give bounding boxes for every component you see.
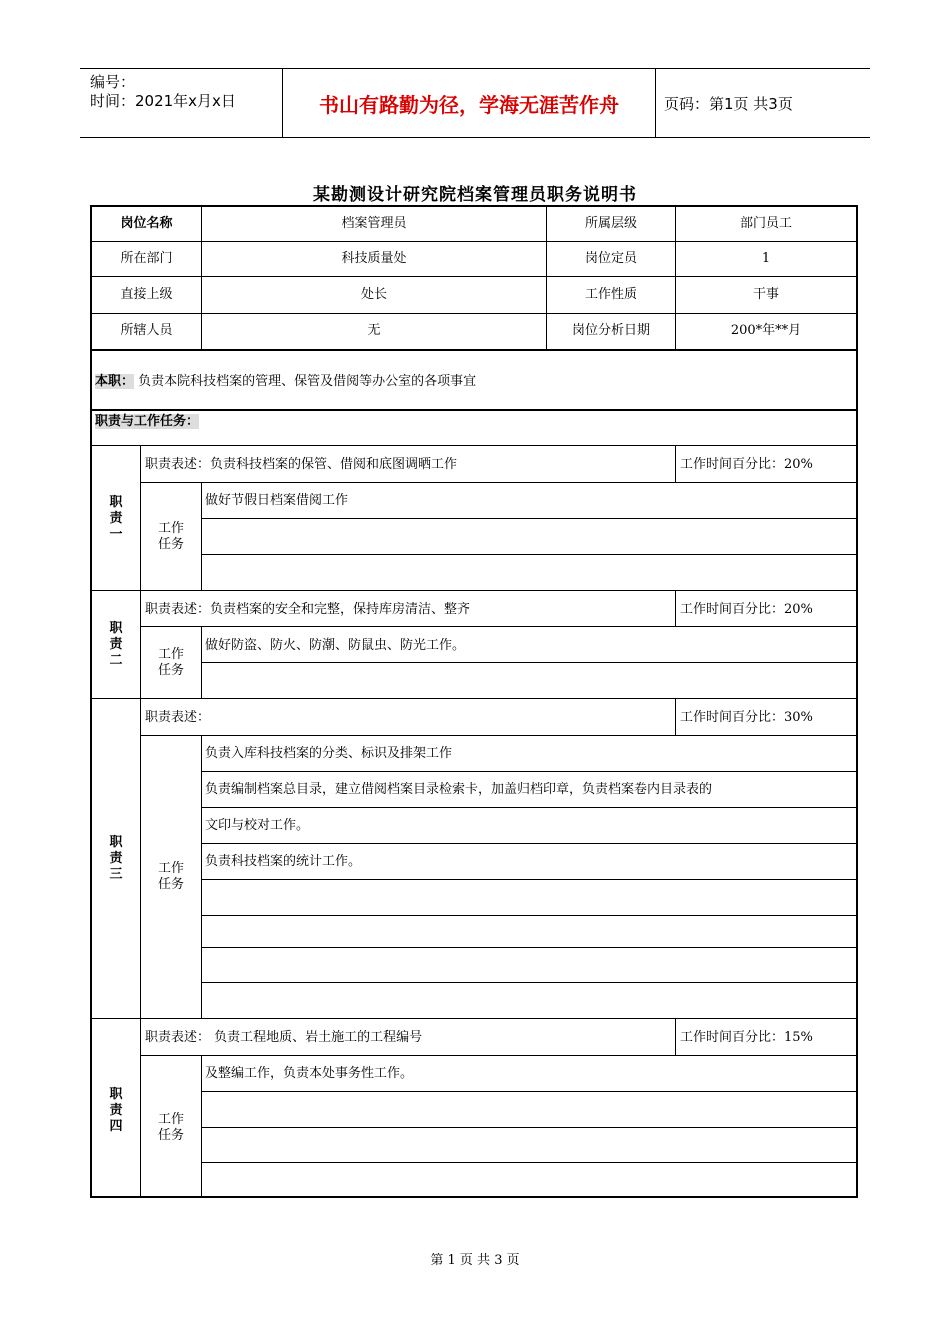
row-divider <box>92 313 856 314</box>
superior-value: 处长 <box>360 287 387 302</box>
row-divider <box>92 590 856 591</box>
row-divider <box>201 915 856 916</box>
post-name-label: 岗位名称 <box>120 216 173 231</box>
col-divider <box>201 482 202 590</box>
col-divider <box>140 445 141 1198</box>
row-divider <box>92 241 856 242</box>
row-divider <box>201 807 856 808</box>
duty-1-task-label: 工作 任务 <box>157 521 184 552</box>
duty-3-task-3: 文印与校对工作。 <box>205 818 310 833</box>
duty-table <box>90 205 858 1198</box>
level-value: 部门员工 <box>739 216 792 231</box>
duty-2-task-label: 工作 任务 <box>157 647 184 678</box>
row-divider <box>140 482 856 483</box>
col-divider <box>675 445 676 482</box>
date-label: 时间：2021年x月x日 <box>90 92 236 110</box>
row-divider <box>140 1055 856 1056</box>
analysis-date-label: 岗位分析日期 <box>571 323 650 338</box>
row-divider <box>201 982 856 983</box>
level-label: 所属层级 <box>584 216 637 231</box>
row-divider <box>201 1127 856 1128</box>
col-divider <box>675 590 676 626</box>
duty-3-percent: 工作时间百分比：30% <box>680 710 813 725</box>
row-divider <box>201 1162 856 1163</box>
superior-label: 直接上级 <box>120 287 173 302</box>
duty-1-task-1: 做好节假日档案借阅工作 <box>205 493 349 508</box>
col-divider <box>675 698 676 735</box>
dept-label: 所在部门 <box>120 251 173 266</box>
dept-value: 科技质量处 <box>341 251 407 266</box>
row-divider <box>201 518 856 519</box>
main-duty-text: 负责本院科技档案的管理、保管及借阅等办公室的各项事宜 <box>138 374 477 389</box>
row-divider <box>201 554 856 555</box>
document-title: 某勘测设计研究院档案管理员职务说明书 <box>313 185 637 205</box>
duty-4-percent: 工作时间百分比：15% <box>680 1030 813 1045</box>
duty-3-task-label: 工作 任务 <box>157 861 184 892</box>
duty-3-name: 职 责 三 <box>109 835 123 882</box>
duty-2-percent: 工作时间百分比：20% <box>680 602 813 617</box>
row-divider <box>201 843 856 844</box>
header-page-label: 页码：第1页 共3页 <box>664 94 793 113</box>
row-divider <box>201 662 856 663</box>
header-motto: 书山有路勤为径，学海无涯苦作舟 <box>282 69 656 137</box>
col-divider <box>675 1018 676 1055</box>
row-divider <box>201 947 856 948</box>
row-divider <box>201 879 856 880</box>
duty-3-task-4: 负责科技档案的统计工作。 <box>205 854 362 869</box>
row-divider <box>201 1091 856 1092</box>
duty-4-task-label: 工作 任务 <box>157 1112 184 1143</box>
duty-4-statement: 职责表述： 负责工程地质、岩土施工的工程编号 <box>145 1030 423 1045</box>
page-header <box>80 68 870 138</box>
page-footer: 第 1 页 共 3 页 <box>430 1253 520 1268</box>
duties-section-label: 职责与工作任务： <box>95 414 200 429</box>
duty-3-statement: 职责表述： <box>145 710 211 725</box>
duty-1-name: 职 责 一 <box>109 495 123 542</box>
duty-2-statement: 职责表述：负责档案的安全和完整，保持库房清洁、整齐 <box>145 602 471 617</box>
row-divider <box>92 409 856 411</box>
nature-label: 工作性质 <box>584 287 637 302</box>
duty-3-task-2: 负责编制档案总目录，建立借阅档案目录检索卡，加盖归档印章，负责档案卷内目录表的 <box>205 782 713 797</box>
duty-2-name: 职 责 二 <box>109 621 123 668</box>
row-divider <box>140 735 856 736</box>
row-divider <box>92 698 856 699</box>
duty-4-task-1: 及整编工作，负责本处事务性工作。 <box>205 1066 414 1081</box>
row-divider <box>140 626 856 627</box>
header-meta <box>80 69 290 141</box>
post-name-value: 档案管理员 <box>341 216 407 231</box>
col-divider <box>201 735 202 1018</box>
subordinate-value: 无 <box>367 323 381 338</box>
duty-3-task-1: 负责入库科技档案的分类、标识及排架工作 <box>205 746 453 761</box>
main-duty-label: 本职： <box>95 374 135 389</box>
duty-4-name: 职 责 四 <box>109 1087 123 1134</box>
row-divider <box>92 349 856 351</box>
row-divider <box>92 445 856 446</box>
quota-label: 岗位定员 <box>584 251 637 266</box>
number-label: 编号： <box>90 73 136 91</box>
subordinate-label: 所辖人员 <box>120 323 173 338</box>
nature-value: 干事 <box>752 287 779 302</box>
row-divider <box>201 771 856 772</box>
analysis-date-value: 200*年**月 <box>730 323 802 338</box>
duty-2-task-1: 做好防盗、防火、防潮、防鼠虫、防光工作。 <box>205 638 466 653</box>
row-divider <box>92 276 856 277</box>
quota-value: 1 <box>761 251 771 266</box>
row-divider <box>92 1018 856 1019</box>
duty-1-percent: 工作时间百分比：20% <box>680 457 813 472</box>
main-duty <box>95 374 476 390</box>
duty-1-statement: 职责表述：负责科技档案的保管、借阅和底图调晒工作 <box>145 457 458 472</box>
